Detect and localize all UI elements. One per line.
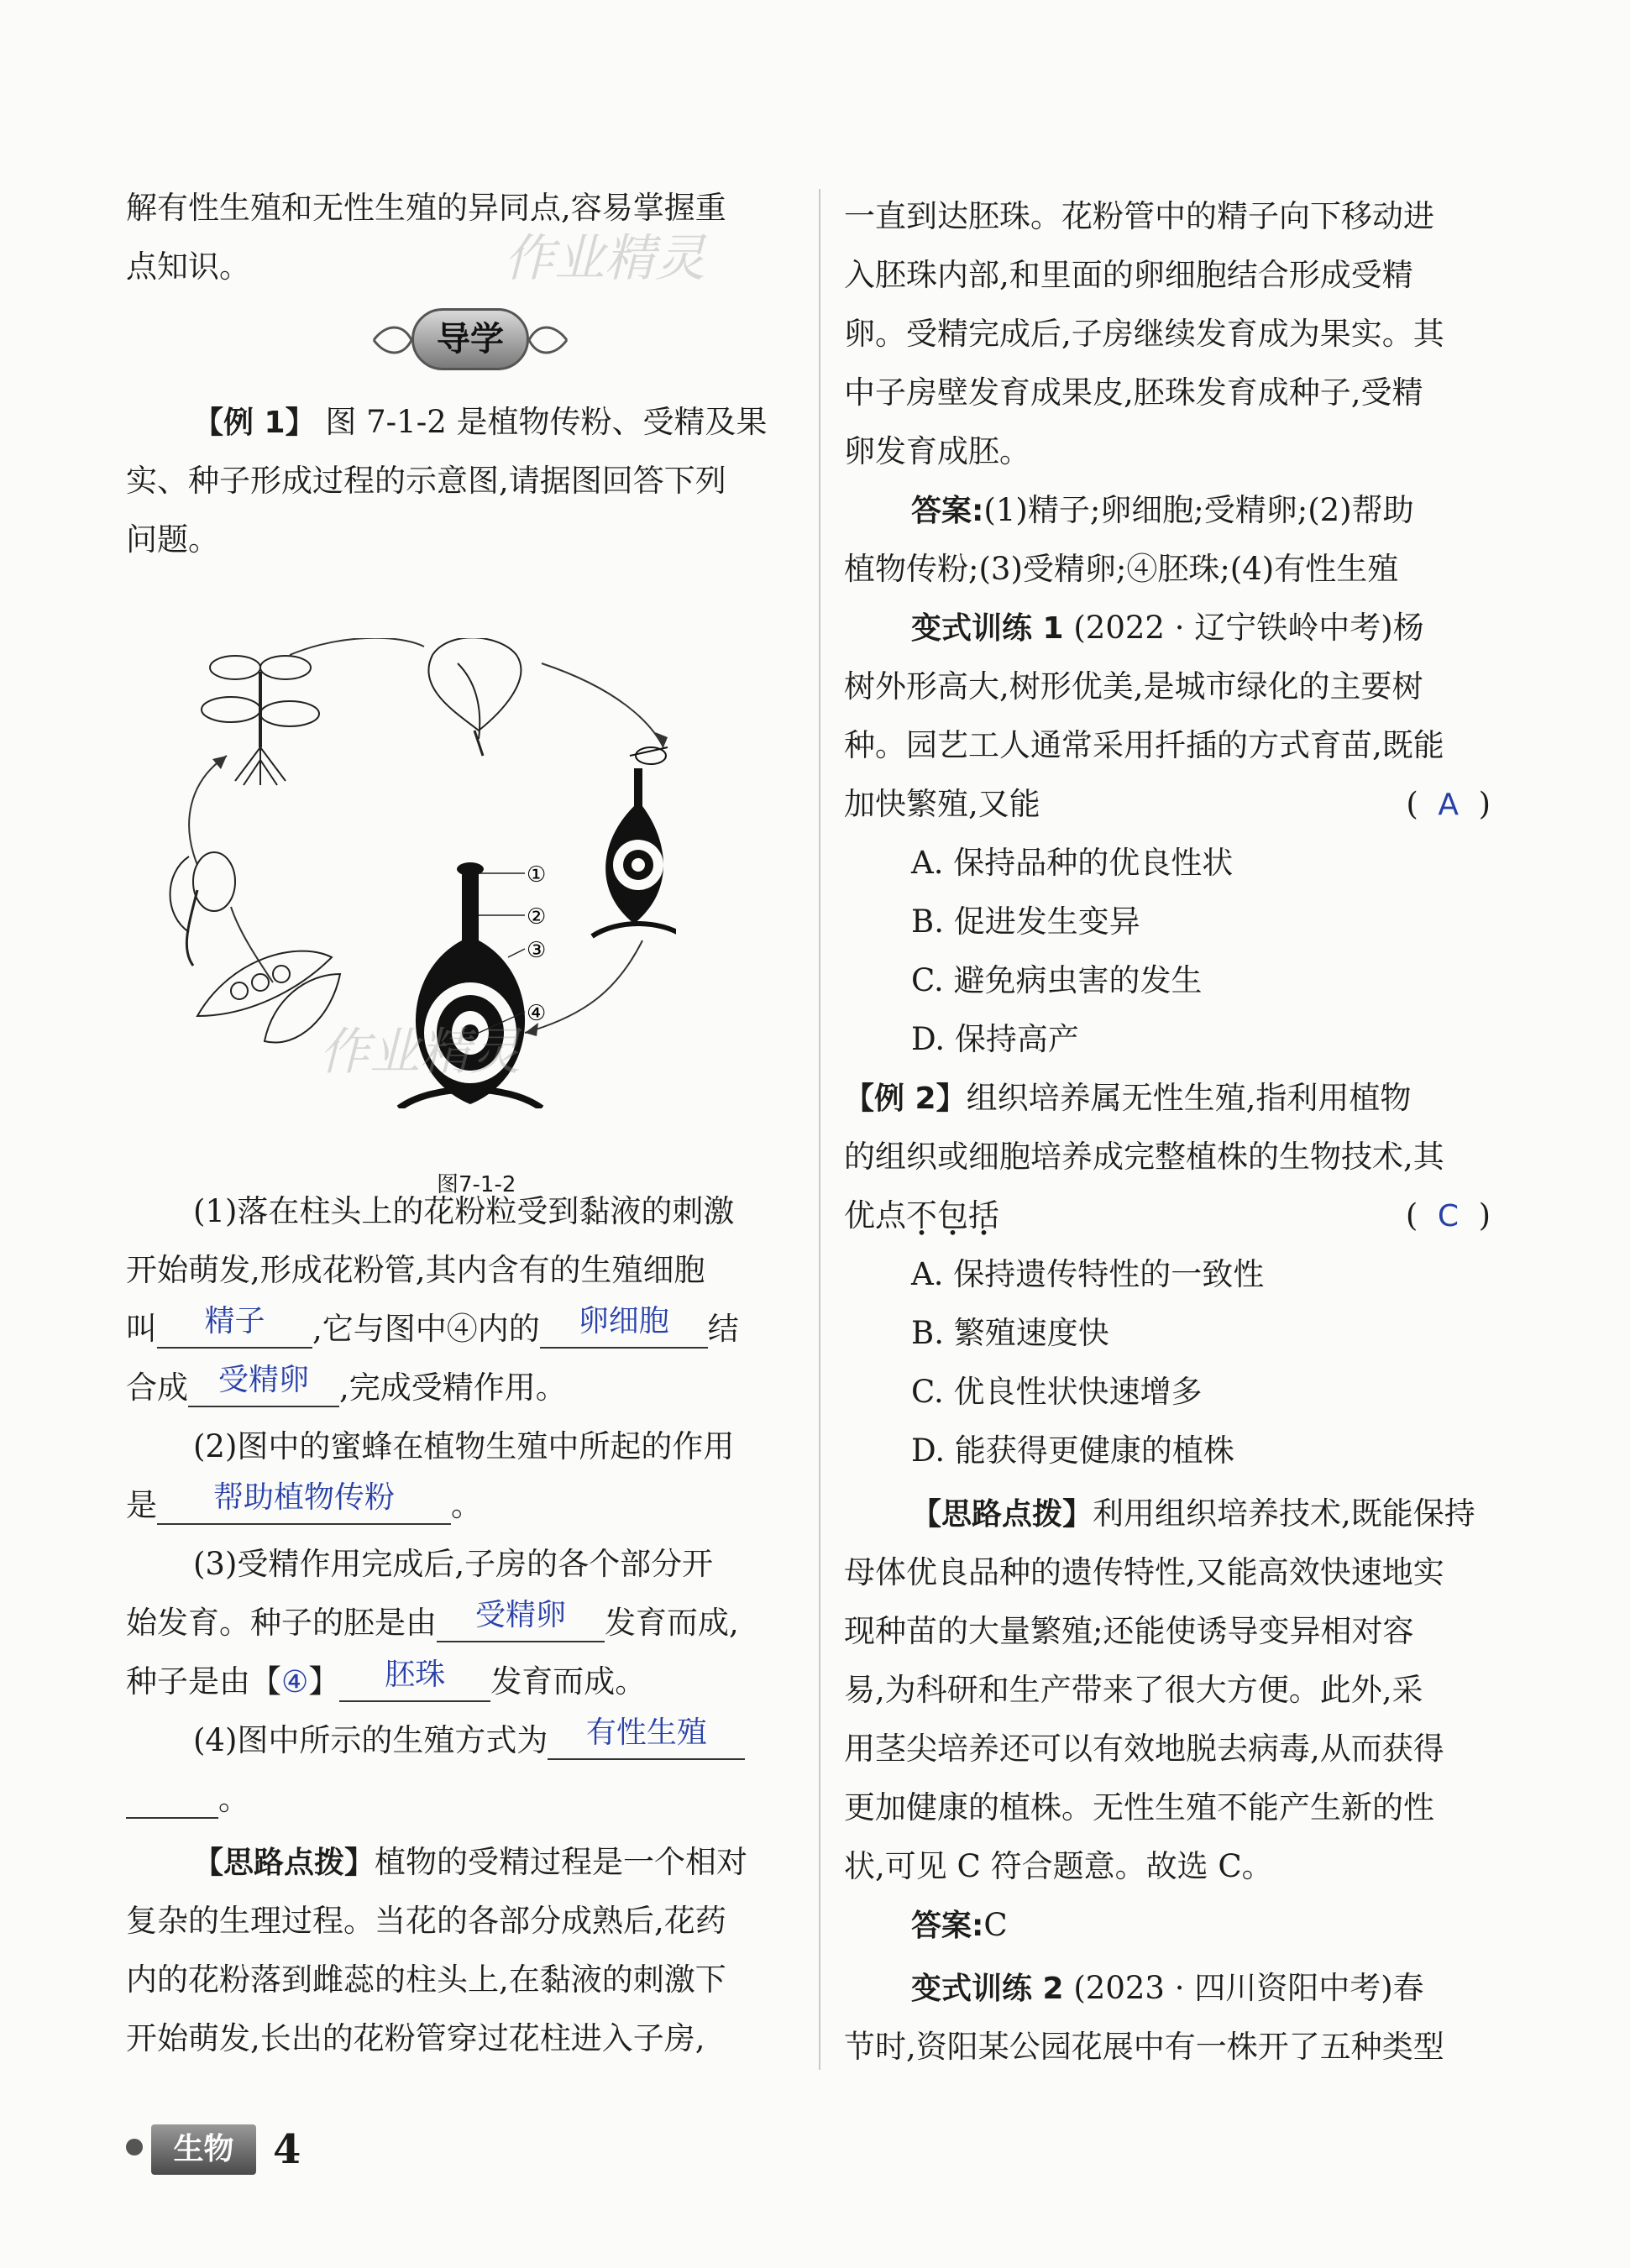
answer-text: A bbox=[1438, 788, 1460, 822]
variant-1-text: 变式训练 1 (2022 · 辽宁铁岭中考)杨 bbox=[911, 610, 1424, 646]
question-text: (4)图中所示的生殖方式为 有性生殖 bbox=[193, 1721, 745, 1760]
analysis-label: 【思路点拨】 bbox=[911, 1497, 1093, 1532]
cycle-arrow bbox=[542, 663, 663, 747]
analysis-text: 更加健康的植株。无性生殖不能产生新的性 bbox=[844, 1789, 1434, 1825]
question-text: 加快繁殖,又能 ( A ) bbox=[844, 785, 1507, 824]
answer-text: 受精卵 bbox=[474, 1598, 566, 1632]
bee-icon bbox=[636, 747, 666, 764]
intro-text: 解有性生殖和无性生殖的异同点,容易掌握重 bbox=[126, 190, 726, 226]
circle-icon bbox=[126, 2139, 143, 2155]
analysis-text: 易,为科研和生产带来了很大方便。此外,采 bbox=[844, 1672, 1423, 1708]
question-text: (3)受精作用完成后,子房的各个部分开 bbox=[193, 1546, 714, 1582]
answer-label: 答案: bbox=[911, 1909, 984, 1943]
figure-label: ③ bbox=[527, 938, 547, 963]
cycle-arrow bbox=[189, 756, 227, 865]
variant-label: 变式训练 2 bbox=[911, 1972, 1064, 2006]
analysis-text: 中子房壁发育成果皮,胚珠发育成种子,受精 bbox=[844, 375, 1423, 411]
analysis-text: 复杂的生理过程。当花的各部分成熟后,花药 bbox=[126, 1903, 726, 1939]
figure-caption: 图7-1-2 bbox=[437, 1172, 516, 1197]
subject-badge: 生物 bbox=[151, 2124, 256, 2175]
section-heading bbox=[370, 306, 571, 374]
answer-blank[interactable] bbox=[339, 1658, 490, 1702]
watermark: 作业精灵 bbox=[504, 229, 705, 288]
answer-line: 植物传粉;(3)受精卵;④胚珠;(4)有性生殖 bbox=[844, 551, 1399, 587]
answer-text: C bbox=[1437, 1199, 1460, 1234]
variant-2-text: 变式训练 2 (2023 · 四川资阳中考)春 bbox=[911, 1970, 1424, 2006]
question-text: 始发育。种子的胚是由 受精卵 发育而成, bbox=[126, 1598, 739, 1641]
question-text: 节时,资阳某公园花展中有一株开了五种类型 bbox=[844, 2029, 1444, 2065]
option-item: D. 保持高产 bbox=[911, 1021, 1079, 1057]
option-item: B. 促进发生变异 bbox=[911, 904, 1140, 940]
option-item: D. 能获得更健康的植株 bbox=[911, 1433, 1234, 1469]
question-text: 是 帮助植物传粉 。 bbox=[126, 1480, 482, 1523]
page-number: 4 bbox=[273, 2126, 301, 2173]
question-text: 的组织或细胞培养成完整植株的生物技术,其 bbox=[844, 1139, 1444, 1175]
analysis-label: 【思路点拨】 bbox=[193, 1846, 375, 1880]
question-text: 开始萌发,形成花粉管,其内含有的生殖细胞 bbox=[126, 1252, 705, 1288]
answer-text: 胚珠 bbox=[385, 1658, 446, 1692]
seed-germinating-drawing bbox=[170, 852, 236, 966]
option-item: A. 保持遗传特性的一致性 bbox=[911, 1256, 1265, 1292]
analysis-text: 一直到达胚珠。花粉管中的精子向下移动进 bbox=[844, 198, 1434, 234]
analysis-text: 现种苗的大量繁殖;还能使诱导变异相对容 bbox=[844, 1613, 1414, 1649]
option-item: C. 避免病虫害的发生 bbox=[911, 962, 1203, 998]
question-text: 叫 精子 ,它与图中④内的 卵细胞 结 bbox=[126, 1304, 739, 1347]
figure-label: ② bbox=[527, 904, 547, 930]
analysis-text: 入胚珠内部,和里面的卵细胞结合形成受精 bbox=[844, 257, 1413, 293]
answer-text: ④ bbox=[281, 1665, 309, 1700]
question-text: (1)落在柱头上的花粉粒受到黏液的刺激 bbox=[193, 1193, 735, 1229]
watermark: 作业精灵 bbox=[319, 1023, 521, 1082]
answer-blank[interactable] bbox=[157, 1480, 451, 1525]
example-text: 问题。 bbox=[126, 521, 219, 558]
figure-label: ④ bbox=[527, 1001, 547, 1026]
example-label: 【例 2】 bbox=[844, 1082, 967, 1116]
answer-bracket: ( A ) bbox=[1406, 786, 1491, 822]
answer-text: 帮助植物传粉 bbox=[212, 1480, 395, 1515]
analysis-text: 状,可见 C 符合题意。故选 C。 bbox=[844, 1848, 1273, 1884]
analysis-text: 用茎尖培养还可以有效地脱去病毒,从而获得 bbox=[844, 1731, 1444, 1767]
example-label: 【例 1】 bbox=[193, 406, 316, 440]
question-text: 种。园艺工人通常采用扦插的方式育苗,既能 bbox=[844, 727, 1444, 763]
analysis-text: 【思路点拨】利用组织培养技术,既能保持 bbox=[911, 1495, 1475, 1532]
intro-text: 点知识。 bbox=[126, 249, 250, 285]
answer-text: 有性生殖 bbox=[585, 1715, 707, 1750]
question-text: 树外形高大,树形优美,是城市绿化的主要树 bbox=[844, 668, 1423, 704]
question-text: 合成 受精卵 ,完成受精作用。 bbox=[126, 1363, 567, 1406]
answer-blank[interactable] bbox=[188, 1363, 339, 1407]
example-text: 图 7-1-2 是植物传粉、受精及果 bbox=[325, 404, 768, 440]
answer-text: 精子 bbox=[204, 1304, 265, 1338]
figure-label: ① bbox=[527, 862, 547, 888]
question-text: 优点不包括 ( C ) bbox=[844, 1197, 1507, 1235]
answer-text: 受精卵 bbox=[218, 1363, 309, 1397]
analysis-text: 内的花粉落到雌蕊的柱头上,在黏液的刺激下 bbox=[126, 1962, 726, 1998]
analysis-text: 卵。受精完成后,子房继续发育成为果实。其 bbox=[844, 316, 1444, 352]
option-item: C. 优良性状快速增多 bbox=[911, 1374, 1203, 1410]
answer-text: 卵细胞 bbox=[578, 1304, 669, 1338]
flower-drawing bbox=[428, 638, 521, 756]
answer-blank[interactable] bbox=[548, 1715, 745, 1760]
option-item: B. 繁殖速度快 bbox=[911, 1315, 1109, 1351]
answer-blank[interactable] bbox=[437, 1598, 605, 1642]
analysis-text: 卵发育成胚。 bbox=[844, 433, 1030, 469]
section-title: 导学 bbox=[411, 308, 529, 370]
example-1-text bbox=[193, 403, 768, 442]
answer-line: 答案:C bbox=[911, 1907, 1008, 1943]
column-divider bbox=[819, 189, 820, 2070]
answer-blank[interactable] bbox=[157, 1304, 312, 1349]
analysis-text: 开始萌发,长出的花粉管穿过花柱进入子房, bbox=[126, 2020, 705, 2056]
analysis-text: 母体优良品种的遗传特性,又能高效快速地实 bbox=[844, 1554, 1444, 1590]
question-text: 种子是由【④】 胚珠 发育而成。 bbox=[126, 1663, 646, 1701]
analysis-text: 【思路点拨】植物的受精过程是一个相对 bbox=[193, 1844, 748, 1880]
answer-blank[interactable] bbox=[126, 1783, 218, 1819]
answer-blank[interactable] bbox=[540, 1304, 708, 1349]
variant-label: 变式训练 1 bbox=[911, 611, 1064, 646]
cycle-arrow bbox=[290, 638, 424, 655]
pistil-with-bee-drawing bbox=[592, 747, 676, 936]
cycle-arrow bbox=[231, 907, 273, 982]
question-text: 。 bbox=[126, 1780, 249, 1819]
question-text: (2)图中的蜜蜂在植物生殖中所起的作用 bbox=[193, 1428, 735, 1464]
option-item: A. 保持品种的优良性状 bbox=[911, 845, 1234, 881]
example-text: 实、种子形成过程的示意图,请据图回答下列 bbox=[126, 463, 726, 499]
example-2-text: 【例 2】组织培养属无性生殖,指利用植物 bbox=[844, 1080, 1412, 1116]
answer-line: 答案:(1)精子;卵细胞;受精卵;(2)帮助 bbox=[911, 492, 1414, 528]
answer-bracket: ( C ) bbox=[1405, 1197, 1491, 1234]
answer-label: 答案: bbox=[911, 494, 984, 528]
